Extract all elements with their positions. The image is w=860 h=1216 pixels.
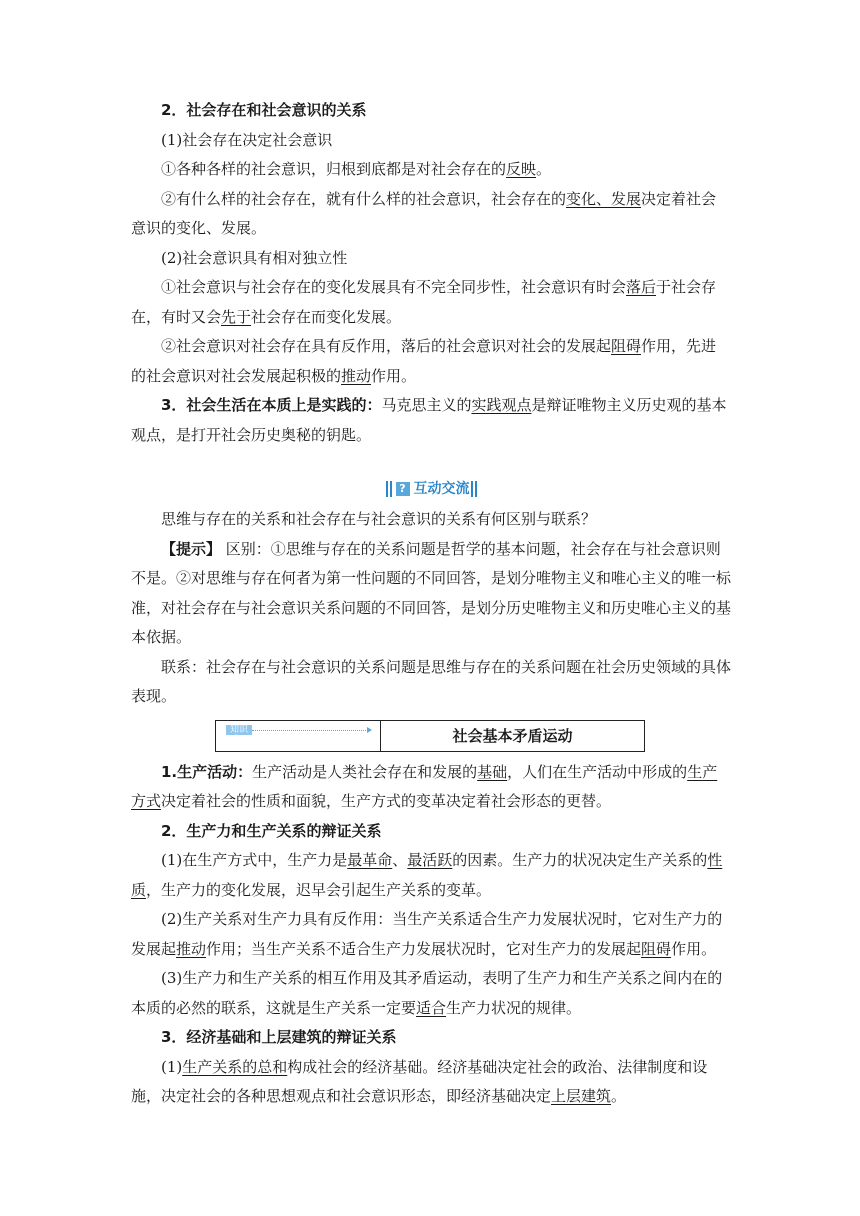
part-2-heading: 2．生产力和生产关系的辩证关系 — [161, 821, 382, 840]
paragraph: ①社会意识与社会存在的变化发展具有不完全同步性，社会意识有时会落后于社会存在，有时又会先于社会存在而变化发展。 — [131, 278, 717, 326]
knowledge-point-title: 社会基本矛盾运动 — [452, 726, 573, 745]
arrow-icon — [252, 730, 370, 731]
paragraph: ②有什么样的社会存在，就有什么样的社会意识，社会存在的变化、发展决定着社会意识的变化、发展。 — [131, 189, 717, 237]
question-icon: ? — [396, 482, 410, 496]
section-3-paragraph: 3．社会生活在本质上是实践的：马克思主义的实践观点是辩证唯物主义历史观的基本观点，是打开社会历史奥秘的钥匙。 — [131, 396, 727, 444]
relation-paragraph: 联系：社会存在与社会意识的关系问题是思维与存在的关系问题在社会历史领域的具体表现。 — [131, 657, 732, 705]
paragraph: (2)生产关系对生产力具有反作用：当生产关系适合生产力发展状况时，它对生产力的发展起推动作用；当生产关系不适合生产力发展状况时，它对生产力的发展起阻碍作用。 — [131, 910, 723, 958]
interaction-heading: ? 互动交流 — [131, 477, 731, 501]
hint-paragraph: 【提示】 区别：①思维与存在的关系问题是哲学的基本问题，社会存在与社会意识则不是。②对思维与存在何者为第一性问题的不同回答，是划分唯物主义和唯心主义的唯一标准，对社会存在与社会意识关系问题的不同回答，是划分历史唯物主义和历史唯心主义的基本依据。 — [131, 539, 732, 646]
paragraph: ①各种各样的社会意识，归根到底都是对社会存在的反映。 — [161, 160, 552, 178]
knowledge-point-box — [215, 720, 645, 752]
section-2-heading: 2．社会存在和社会意识的关系 — [161, 101, 367, 119]
knowledge-point-tag: 知识点2 — [226, 725, 252, 735]
paragraph: (1)生产关系的总和构成社会的经济基础。经济基础决定社会的政治、法律制度和设施，决定社会的各种思想观点和社会意识形态，即经济基础决定上层建筑。 — [131, 1057, 708, 1105]
subheading-1: (1)社会存在决定社会意识 — [161, 130, 333, 149]
subheading-2: (2)社会意识具有相对独立性 — [161, 248, 348, 267]
paragraph: (1)在生产方式中，生产力是最革命、最活跃的因素。生产力的状况决定生产关系的性质，生产力的变化发展，迟早会引起生产关系的变革。 — [131, 851, 723, 899]
part-3-heading: 3．经济基础和上层建筑的辩证关系 — [161, 1028, 397, 1046]
question-text: 思维与存在的关系和社会存在与社会意识的关系有何区别与联系？ — [161, 510, 597, 528]
paragraph: ②社会意识对社会存在具有反作用，落后的社会意识对社会的发展起阻碍作用，先进的社会意识对社会发展起积极的推动作用。 — [131, 337, 717, 385]
paragraph: (3)生产力和生产关系的相互作用及其矛盾运动，表明了生产力和生产关系之间内在的本质的必然的联系，这就是生产关系一定要适合生产力状况的规律。 — [131, 969, 723, 1017]
paragraph: 1.生产活动：生产活动是人类社会存在和发展的基础，人们在生产活动中形成的生产方式决定着社会的性质和面貌，生产方式的变革决定着社会形态的更替。 — [131, 762, 718, 810]
document-page — [131, 96, 731, 1112]
